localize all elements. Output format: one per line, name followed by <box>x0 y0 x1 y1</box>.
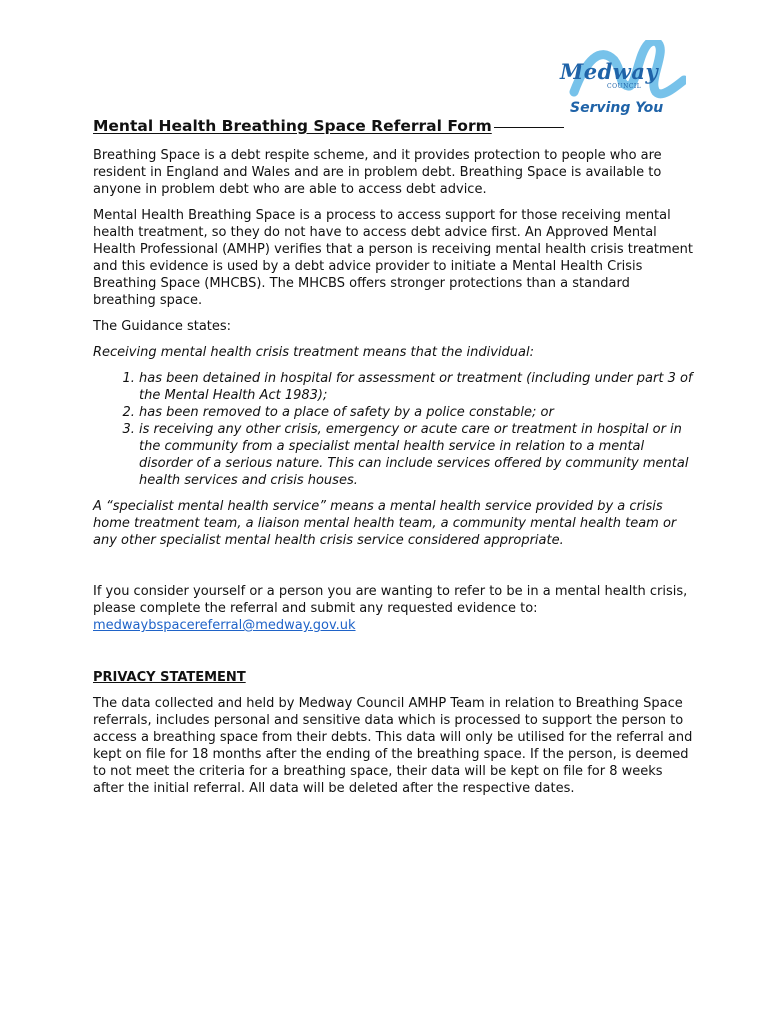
mhcbs-paragraph: Mental Health Breathing Space is a process to access support for those receiving mental health treatment, so they do not have to access debt advice first. An Approved Mental Health Professional (AMHP) verifies that a person is receiving mental health crisis treatment and this evidence is used by a debt advice provider to initiate a Mental Health Crisis Breathing Space (MHCBS). The MHCBS offers stronger protections than a standard breathing space. <box>93 208 694 308</box>
list-item: 2. has been removed to a place of safety by a police constable; or <box>139 404 693 421</box>
list-item: 1. has been detained in hospital for assessment or treatment (including under part 3 of the Mental Health Act 1983); <box>139 370 693 404</box>
medway-council-logo <box>556 40 686 122</box>
guidance-intro: The Guidance states: <box>93 319 232 334</box>
criteria-list <box>93 370 693 489</box>
privacy-heading: PRIVACY STATEMENT <box>93 670 246 685</box>
logo-brand-text: Medway <box>560 59 659 84</box>
referral-paragraph: If you consider yourself or a person you are wanting to refer to be in a mental health crisis, please complete the referral and submit any requested evidence to: <box>93 584 688 616</box>
list-item: 3. is receiving any other crisis, emergency or acute care or treatment in hospital or in the community from a specialist mental health service in relation to a mental disorder of a serious nature. This can include services offered by community mental health services and crisis houses. <box>139 421 693 489</box>
referral-email-link[interactable]: medwaybspacereferral@medway.gov.uk <box>93 618 356 633</box>
intro-paragraph: Breathing Space is a debt respite scheme, and it provides protection to people who are resident in England and Wales and are in problem debt. Breathing Space is available to anyone in problem debt who are able to access debt advice. <box>93 148 662 197</box>
logo-council-text: COUNCIL <box>607 83 642 90</box>
definition-paragraph: A “specialist mental health service” means a mental health service provided by a crisis home treatment team, a liaison mental health team, a community mental health team or any other specialist mental health crisis service considered appropriate. <box>93 499 677 548</box>
document-title: Mental Health Breathing Space Referral Form <box>93 118 693 135</box>
title-underline <box>494 126 564 128</box>
privacy-paragraph: The data collected and held by Medway Council AMHP Team in relation to Breathing Space referrals, includes personal and sensitive data which is processed to support the person to access a breathing space from their debts. This data will only be utilised for the referral and kept on file for 18 months after the ending of the breathing space. If the person, is deemed to not meet the criteria for a breathing space, their data will be kept on file for 8 weeks after the initial referral. All data will be deleted after the respective dates. <box>93 696 693 796</box>
document-body <box>93 118 693 806</box>
logo-tagline: Serving You <box>570 100 664 116</box>
criteria-intro: Receiving mental health crisis treatment means that the individual: <box>93 345 534 360</box>
